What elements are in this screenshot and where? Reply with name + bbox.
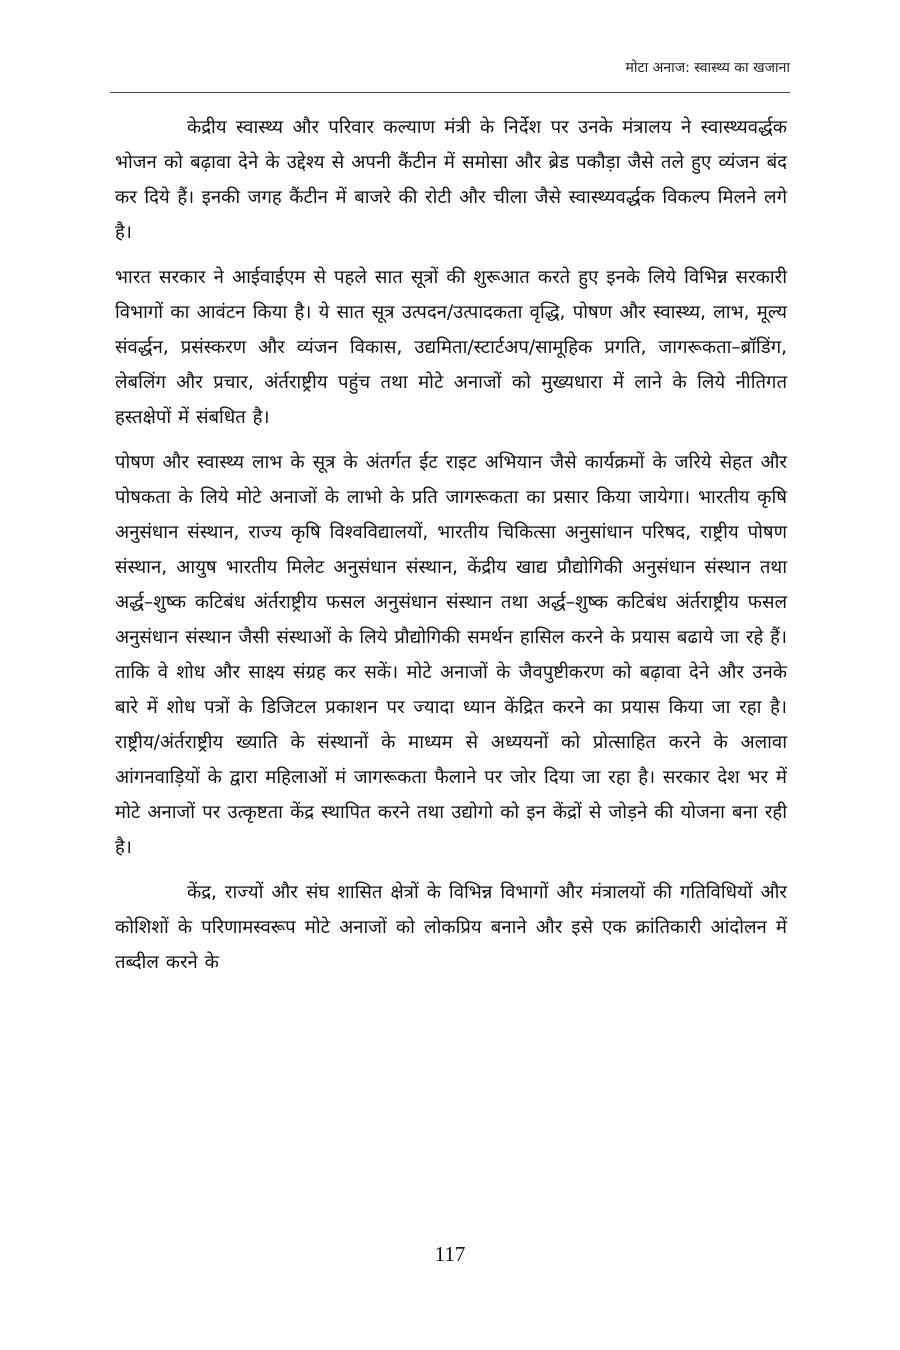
page-number: 117: [434, 1242, 466, 1266]
paragraph-1: केद्रीय स्वास्थ्य और परिवार कल्याण मंत्री के निर्देश पर उनके मंत्रालय ने स्वास्थ्यवर्द्धक भोजन को बढ़ावा देने के उद्देश्य से अपनी कैंटीन में समोसा और ब्रेड पकौड़ा जैसे तले हुए व्यंजन बंद कर दिये हैं। इनकी जगह कैंटीन में बाजरे की रोटी और चीला जैसे स्वास्थ्यवर्द्धक विकल्प मिलने लगे है।: [115, 117, 787, 243]
running-header: मोटा अनाज: स्वास्थ्य का खजाना: [625, 60, 790, 76]
paragraph-2: भारत सरकार ने आईवाईएम से पहले सात सूत्रों की शुरूआत करते हुए इनके लिये विभिन्न सरकारी विभागों का आवंटन किया है। ये सात सूत्र उत्पदन/उत्पादकता वृद्धि, पोषण और स्वास्थ्य, लाभ, मूल्य संवर्द्धन, प्रसंस्करण और व्यंजन विकास, उद्यमिता/स्टार्टअप/सामूहिक प्रगति, जागरूकता–ब्रॉडिंग, लेबलिंग और प्रचार, अंर्तराष्ट्रीय पहुंच तथा मोटे अनाजों को मुख्यधारा में लाने के लिये नीतिगत हस्तक्षेपों में संबधित है।: [115, 267, 787, 428]
header-divider: [110, 92, 790, 93]
body-text: [115, 110, 787, 990]
paragraph-4: केंद्र, राज्यों और संघ शासित क्षेत्रों के विभिन्न विभागों और मंत्रालयों की गतिविधियों और कोशिशों के परिणामस्वरूप मोटे अनाजों को लोकप्रिय बनाने और इसे एक क्रांतिकारी आंदोलन में तब्दील करने के: [115, 882, 787, 973]
paragraph-3: पोषण और स्वास्थ्य लाभ के सूत्र के अंतर्गत ईट राइट अभियान जैसे कार्यक्रमों के जरिये सेहत और पोषकता के लिये मोटे अनाजों के लाभो के प्रति जागरूकता का प्रसार किया जायेगा। भारतीय कृषि अनुसंधान संस्थान, राज्य कृषि विश्वविद्यालयों, भारतीय चिकित्सा अनुसांधान परिषद, राष्ट्रीय पोषण संस्थान, आयुष भारतीय मिलेट अनुसंधान संस्थान, केंद्रीय खाद्य प्रौद्योगिकी अनुसंधान संस्थान तथा अर्द्ध–शुष्क कटिबंध अंर्तराष्ट्रीय फसल अनुसंधान संस्थान तथा अर्द्ध–शुष्क कटिबंध अंर्तराष्ट्रीय फसल अनुसंधान संस्थान जैसी संस्थाओं के लिये प्रौद्योगिकी समर्थन हासिल करने के प्रयास बढाये जा रहे हैं। ताकि वे शोध और साक्ष्य संग्रह कर सकें। मोटे अनाजों के जैवपुष्टीकरण को बढ़ावा देने और उनके बारे में शोध पत्रों के डिजिटल प्रकाशन पर ज्यादा ध्यान केंद्रित करने का प्रयास किया जा रहा है। राष्ट्रीय/अंर्तराष्ट्रीय ख्याति के संस्थानों के माध्यम से अध्ययनों को प्रोत्साहित करने के अलावा आंगनवाड़ियों के द्वारा महिलाओं मं जागरूकता फैलाने पर जोर दिया जा रहा है। सरकार देश भर में मोटे अनाजों पर उत्कृष्टता केंद्र स्थापित करने तथा उद्योगो को इन केंद्रों से जोड़ने की योजना बना रही है।: [115, 452, 787, 858]
